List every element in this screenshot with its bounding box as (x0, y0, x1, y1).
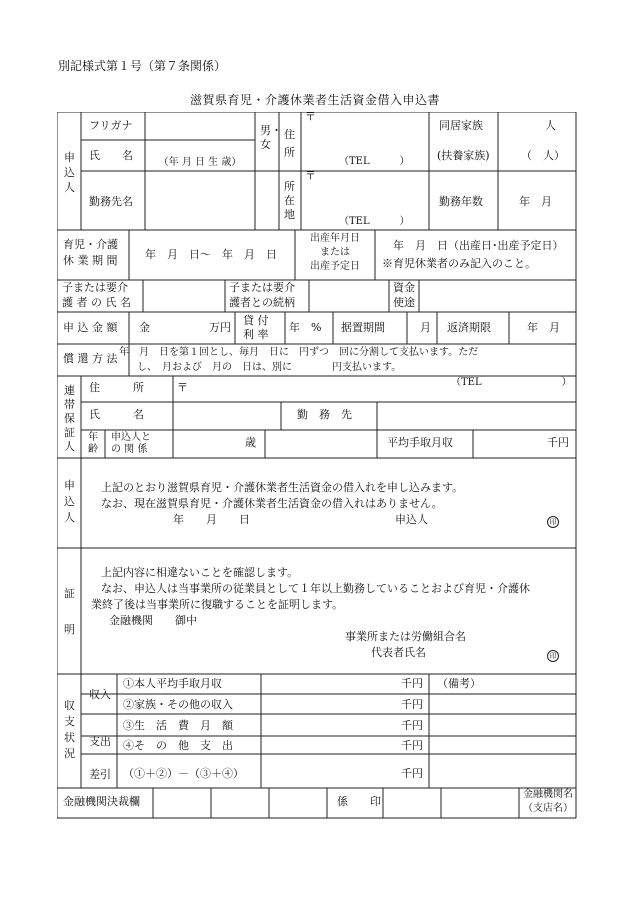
certification-bank-label: 金融機関 御中 (109, 614, 197, 627)
household-label: 同居家族 (439, 119, 483, 132)
certification-text-1: 上記内容に相違ないことを確認します。 (101, 566, 299, 579)
guarantor-workplace-label: 勤 務 先 (297, 408, 352, 421)
loan-amount-unit: 万円 (209, 321, 231, 334)
application-form-table (57, 112, 577, 823)
bank-decision-label: 金融機関決裁欄 (63, 795, 140, 808)
fund-use-label-2: 使途 (393, 296, 415, 309)
repayment-text-2: し、 月および 月の 日は、別に 円支払います。 (137, 362, 402, 373)
guarantor-age-unit: 歳 (245, 436, 256, 449)
guarantor-name-label: 氏 名 (89, 408, 144, 421)
years-unit: 年 月 (519, 195, 552, 208)
budget-diff-label: 差引 (89, 768, 111, 781)
budget-row-label: ④そ の 他 支 出 (123, 739, 233, 752)
fund-use-label-1: 資金 (393, 281, 415, 294)
workplace-label: 勤務先名 (89, 195, 133, 208)
guarantor-address-label: 住 所 (89, 381, 144, 394)
budget-row-label: （①＋②）－（③＋④） (123, 767, 244, 780)
budget-expense-label: 支出 (89, 735, 111, 748)
years-label: 勤務年数 (439, 195, 483, 208)
birthdate-label: （年 月 日 生 歳） (158, 157, 242, 168)
guarantor-income-label: 平均手取月収 (387, 436, 453, 449)
budget-row-label: ①本人平均手取月収 (123, 677, 222, 690)
guarantor-postal-mark: 〒 (177, 381, 188, 394)
care-relation-label-1: 子または要介 (229, 281, 295, 294)
leave-period-value: 年 月 日〜 年 月 日 (145, 248, 277, 261)
representative-seal-icon: 印 (547, 649, 559, 662)
form-grid-lines (57, 112, 577, 820)
dependents-unit: （ 人） (521, 149, 565, 162)
application-text-2: なお、現在滋賀県育児・介護休業者生活資金の借入れはありません。 (101, 497, 443, 510)
budget-side-label: 収支状況 (64, 699, 75, 760)
birth-label-1: 出産年月日 (310, 233, 360, 244)
budget-row-label: ②家族・その他の収入 (123, 698, 233, 711)
repayment-method-label: 償 還 方 法 (63, 352, 118, 365)
budget-unit: 千円 (401, 698, 423, 711)
repayment-term-unit: 年 月 (527, 321, 560, 334)
certification-text-3: 業終了後は当事業所に復職することを証明します。 (91, 598, 344, 611)
birth-note: ※育児休業者のみ記入のこと。 (382, 257, 536, 270)
workplace-tel-label: （TEL ） (339, 216, 410, 227)
birth-label-3: 出産予定日 (310, 261, 360, 272)
loan-amount-label: 申 込 金 額 (63, 321, 118, 334)
budget-row-label: ③生 活 費 月 額 (123, 719, 233, 732)
repayment-term-label: 返済期限 (447, 321, 491, 334)
guarantor-side-label: 連帯保証人 (64, 384, 75, 453)
guarantor-age-label-2: 齢 (88, 444, 98, 455)
interest-rate-label-1: 貸 付 (243, 314, 269, 327)
applicant-seal-icon: 印 (547, 515, 559, 528)
bank-name-label-2: （支店名） (523, 803, 573, 814)
name-label: 氏 名 (89, 149, 133, 162)
certification-side-label-1: 証 (64, 587, 75, 600)
budget-income-label: 収入 (89, 688, 111, 701)
care-person-label-1: 子または要介 (62, 281, 128, 294)
care-relation-label-2: 護者との続柄 (229, 296, 295, 309)
guarantor-relation-label-1: 申込人と (111, 432, 151, 443)
budget-unit: 千円 (401, 739, 423, 752)
guarantor-tel-label: （TEL ） (451, 377, 572, 388)
certification-text-2: なお、申込人は当事業所の従業員として１年以上勤務していることおよび育児・介護休 (101, 582, 530, 595)
workplace-postal-mark: 〒 (305, 169, 316, 182)
leave-period-label-2: 休 業 期 間 (63, 254, 118, 267)
furigana-label: フリガナ (89, 119, 133, 132)
applicant-side-label: 申込人 (64, 151, 75, 194)
guarantor-income-unit: 千円 (547, 436, 569, 449)
certification-side-label-2: 明 (64, 623, 75, 636)
application-text-1: 上記のとおり滋賀県育児・介護休業者生活資金の借入れを申し込みます。 (101, 481, 464, 494)
household-unit: 人 (545, 119, 556, 132)
form-number: 別記様式第１号（第７条関係） (58, 59, 227, 73)
leave-period-label-1: 育児・介護 (63, 238, 118, 251)
interest-rate-label-2: 利 率 (243, 328, 269, 341)
certification-org-label: 事業所または労働組合名 (345, 630, 466, 643)
grace-period-label: 据置期間 (341, 321, 385, 334)
grace-period-unit: 月 (420, 321, 431, 334)
postal-mark: 〒 (305, 110, 316, 123)
loan-amount-prefix: 金 (139, 321, 150, 334)
application-date: 年 月 日 (173, 513, 250, 526)
budget-unit: 千円 (401, 719, 423, 732)
stamp-label: 係 印 (337, 795, 381, 808)
guarantor-relation-label-2: の 関 係 (111, 444, 148, 455)
budget-unit: 千円 (401, 677, 423, 690)
birth-value: 年 月 日（出産日･出産予定日） (393, 239, 564, 252)
form-title: 滋賀県育児・介護休業者生活資金借入申込書 (189, 93, 440, 107)
application-side-label: 申込人 (64, 479, 75, 524)
birth-label-2: または (320, 247, 350, 258)
care-person-label-2: 護 者 の 氏 名 (62, 296, 131, 309)
interest-rate-value: 年 % (289, 321, 322, 334)
workplace-address-label: 所在地 (284, 180, 295, 221)
budget-remarks-label: （備考） (437, 677, 481, 690)
guarantor-age-label-1: 年 (88, 432, 98, 443)
tel-label: （TEL ） (339, 156, 410, 167)
address-label: 住所 (284, 128, 295, 159)
dependents-label: (扶養家族) (437, 149, 490, 162)
budget-unit: 千円 (401, 767, 423, 780)
certification-rep-label: 代表者氏名 (371, 646, 426, 659)
sex-label: 男・女 (260, 124, 282, 151)
bank-name-label-1: 金融機関名 (523, 789, 573, 800)
application-signer: 申込人 (395, 513, 428, 526)
repayment-text-1: 年 月 日を第１回とし、毎月 日に 円ずつ 回に分割して支払います。ただ (119, 347, 479, 358)
